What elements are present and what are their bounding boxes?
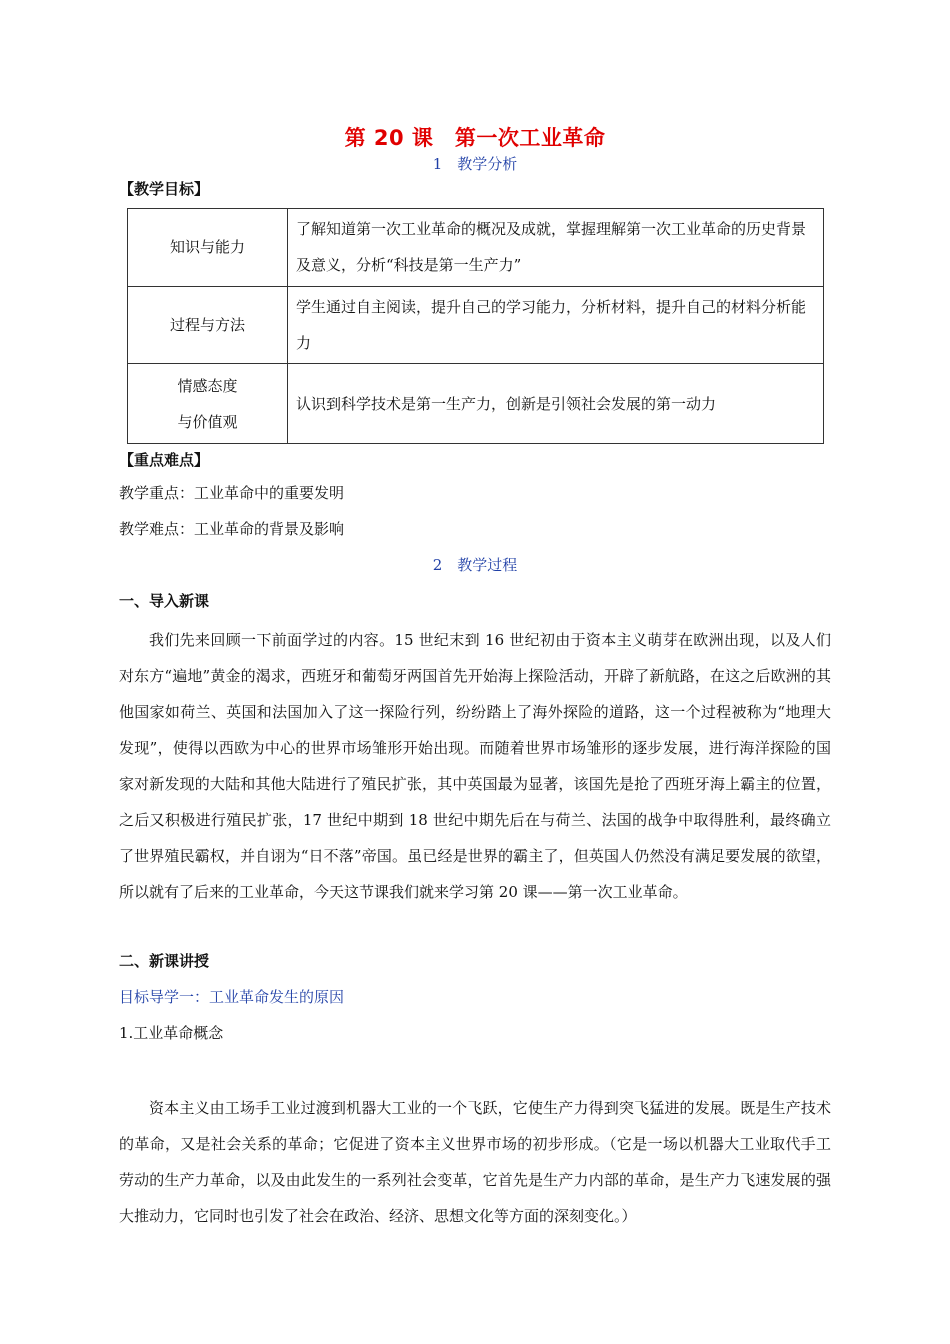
table-row (128, 286, 824, 364)
key-point: 教学重点：工业革命中的重要发明 (119, 484, 345, 502)
objective-key: 知识与能力 (128, 209, 288, 287)
concept-paragraph: 资本主义由工场手工业过渡到机器大工业的一个飞跃，它使生产力得到突飞猛进的发展。既是生产技术的革命，又是社会关系的革命；它促进了资本主义世界市场的初步形成。（它是一场以机器大工业取代手工劳动的生产力革命，以及由此发生的一系列社会变革，它首先是生产力内部的革命，是生产力飞速发展的强大推动力，它同时也引发了社会在政治、经济、思想文化等方面的深刻变化。） (119, 1099, 831, 1225)
section-process-heading: 2 教学过程 (432, 556, 518, 574)
objective-key-line: 与价值观 (177, 412, 238, 431)
section-analysis-heading: 1 教学分析 (432, 155, 518, 173)
intro-paragraph: 我们先来回顾一下前面学过的内容。15 世纪末到 16 世纪初由于资本主义萌芽在欧洲出现，以及人们对东方“遍地”黄金的渴求，西班牙和葡萄牙两国首先开始海上探险活动，开辟了新航路，在这之后欧洲的其他国家如荷兰、英国和法国加入了这一探险行列，纷纷踏上了海外探险的道路，这一个过程被称为“地理大发现”，使得以西欧为中心的世界市场雏形开始出现。而随着世界市场雏形的逐步发展，进行海洋探险的国家对新发现的大陆和其他大陆进行了殖民扩张，其中英国最为显著，该国先是抢了西班牙海上霸主的位置，之后又积极进行殖民扩张，17 世纪中期到 18 世纪中期先后在与荷兰、法国的战争中取得胜利，最终确立了世界殖民霸权，并自诩为“日不落”帝国。虽已经是世界的霸主了，但英国人仍然没有满足要发展的欲望，所以就有了后来的工业革命，今天这节课我们就来学习第 20 课——第一次工业革命。 (119, 631, 831, 901)
part1-heading: 一、导入新课 (119, 592, 210, 610)
objective-value: 了解知道第一次工业革命的概况及成就，掌握理解第一次工业革命的历史背景及意义，分析“科技是第一生产力” (288, 209, 824, 287)
concept-heading: 1.工业革命概念 (119, 1024, 224, 1042)
lesson-title: 第 20 课 第一次工业革命 (344, 126, 606, 150)
objectives-table (127, 208, 824, 444)
table-row (128, 364, 824, 444)
objective-key-line: 情感态度 (177, 376, 238, 395)
part2-heading: 二、新课讲授 (119, 952, 210, 970)
difficult-point: 教学难点：工业革命的背景及影响 (119, 520, 345, 538)
objective-value: 学生通过自主阅读，提升自己的学习能力，分析材料，提升自己的材料分析能力 (288, 286, 824, 364)
keypoints-heading: 【重点难点】 (119, 451, 210, 469)
table-row (128, 209, 824, 287)
goal1-heading: 目标导学一：工业革命发生的原因 (119, 988, 345, 1006)
objectives-heading: 【教学目标】 (119, 180, 210, 198)
objective-key (128, 364, 288, 444)
objective-value: 认识到科学技术是第一生产力，创新是引领社会发展的第一动力 (288, 364, 824, 444)
objective-key: 过程与方法 (128, 286, 288, 364)
